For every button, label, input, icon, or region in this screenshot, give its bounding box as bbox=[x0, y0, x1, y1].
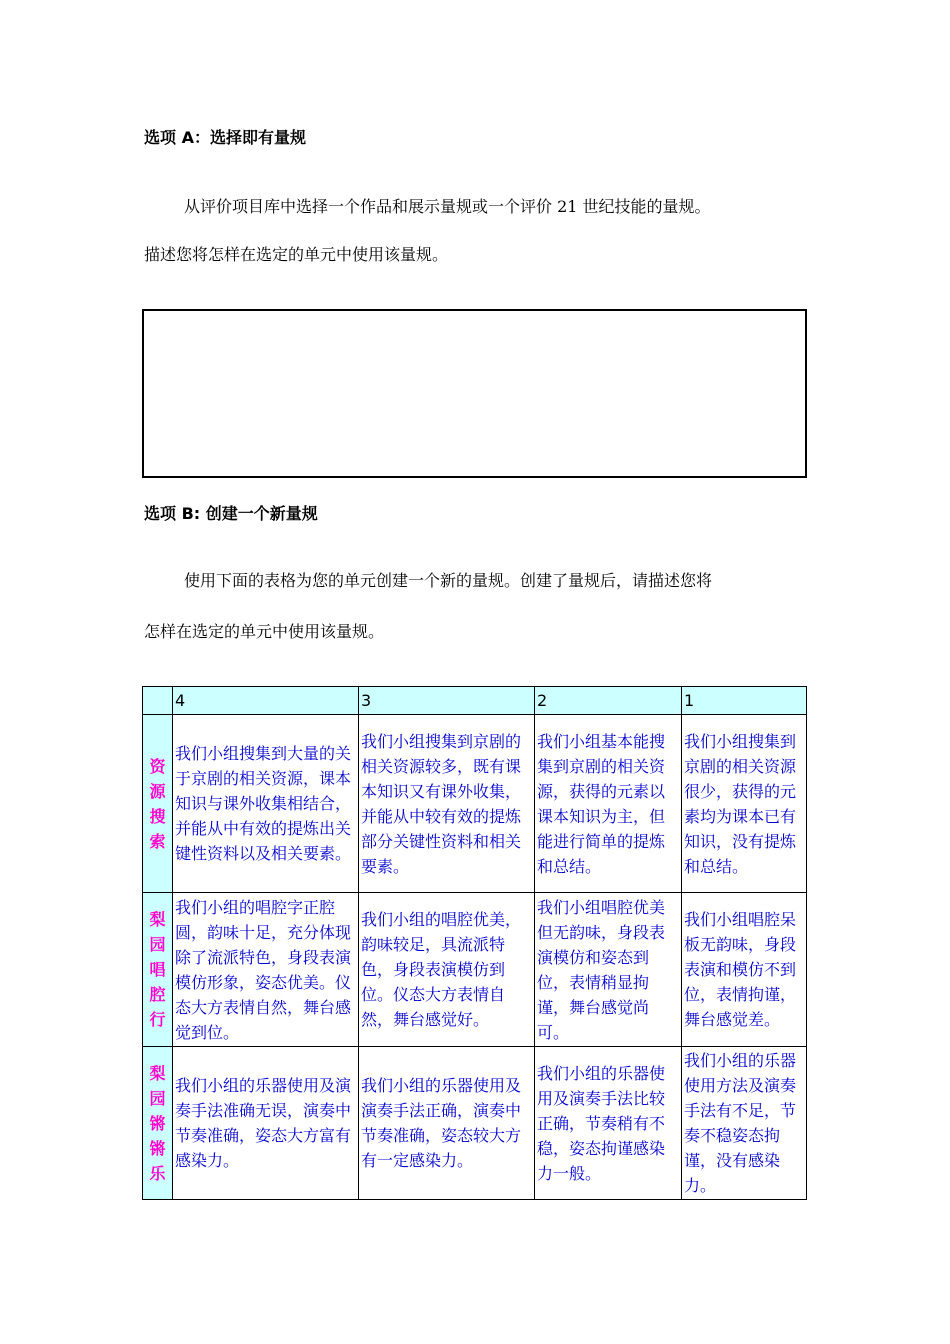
rubric-row-resource-search bbox=[143, 715, 807, 893]
level-4-header: 4 bbox=[173, 687, 359, 715]
rubric-cell: 我们小组的唱腔优美，韵味较足，具流派特色，身段表演模仿到位。仪态大方表情自然，舞台感觉好。 bbox=[359, 893, 535, 1047]
level-1-header: 1 bbox=[682, 687, 807, 715]
rubric-cell: 我们小组的乐器使用及演奏手法准确无误，演奏中节奏准确，姿态大方富有感染力。 bbox=[173, 1047, 359, 1200]
option-b-heading: 选项 B: 创建一个新量规 bbox=[144, 504, 318, 523]
category-label: 梨园锵锵乐 bbox=[143, 1047, 173, 1200]
rubric-cell: 我们小组的乐器使用及演奏手法正确，演奏中节奏准确，姿态较大方有一定感染力。 bbox=[359, 1047, 535, 1200]
level-2-header: 2 bbox=[535, 687, 682, 715]
rubric-cell: 我们小组搜集到京剧的相关资源较多，既有课本知识又有课外收集，并能从中较有效的提炼部分关键性资料和相关要素。 bbox=[359, 715, 535, 893]
option-b-instruction-line-1: 使用下面的表格为您的单元创建一个新的量规。创建了量规后，请描述您将 bbox=[184, 571, 713, 590]
rubric-cell: 我们小组唱腔呆板无韵味，身段表演和模仿不到位，表情拘谨，舞台感觉差。 bbox=[682, 893, 807, 1047]
rubric-corner-cell bbox=[143, 687, 173, 715]
rubric-row-music bbox=[143, 1047, 807, 1200]
category-label: 梨园唱腔行 bbox=[143, 893, 173, 1047]
rubric-cell: 我们小组的乐器使用方法及演奏手法有不足，节奏不稳姿态拘谨，没有感染力。 bbox=[682, 1047, 807, 1200]
option-a-instruction-line-2: 描述您将怎样在选定的单元中使用该量规。 bbox=[144, 245, 449, 264]
rubric-cell: 我们小组的唱腔字正腔圆，韵味十足，充分体现除了流派特色，身段表演模仿形象，姿态优美。仪态大方表情自然，舞台感觉到位。 bbox=[173, 893, 359, 1047]
rubric-cell: 我们小组搜集到京剧的相关资源很少，获得的元素均为课本已有知识，没有提炼和总结。 bbox=[682, 715, 807, 893]
rubric-table bbox=[142, 686, 807, 1200]
rubric-cell: 我们小组搜集到大量的关于京剧的相关资源，课本知识与课外收集相结合，并能从中有效的提炼出关键性资料以及相关要素。 bbox=[173, 715, 359, 893]
rubric-cell: 我们小组的乐器使用及演奏手法比较正确，节奏稍有不稳，姿态拘谨感染力一般。 bbox=[535, 1047, 682, 1200]
option-a-heading: 选项 A：选择即有量规 bbox=[144, 128, 306, 147]
rubric-cell: 我们小组唱腔优美但无韵味，身段表演模仿和姿态到位，表情稍显拘谨，舞台感觉尚可。 bbox=[535, 893, 682, 1047]
rubric-cell: 我们小组基本能搜集到京剧的相关资源，获得的元素以课本知识为主，但能进行简单的提炼和总结。 bbox=[535, 715, 682, 893]
option-a-answer-box[interactable] bbox=[142, 309, 807, 478]
rubric-header-row bbox=[143, 687, 807, 715]
level-3-header: 3 bbox=[359, 687, 535, 715]
rubric-row-singing bbox=[143, 893, 807, 1047]
category-label: 资源搜索 bbox=[143, 715, 173, 893]
option-a-instruction-line-1: 从评价项目库中选择一个作品和展示量规或一个评价 21 世纪技能的量规。 bbox=[184, 197, 711, 216]
option-b-instruction-line-2: 怎样在选定的单元中使用该量规。 bbox=[144, 622, 385, 641]
